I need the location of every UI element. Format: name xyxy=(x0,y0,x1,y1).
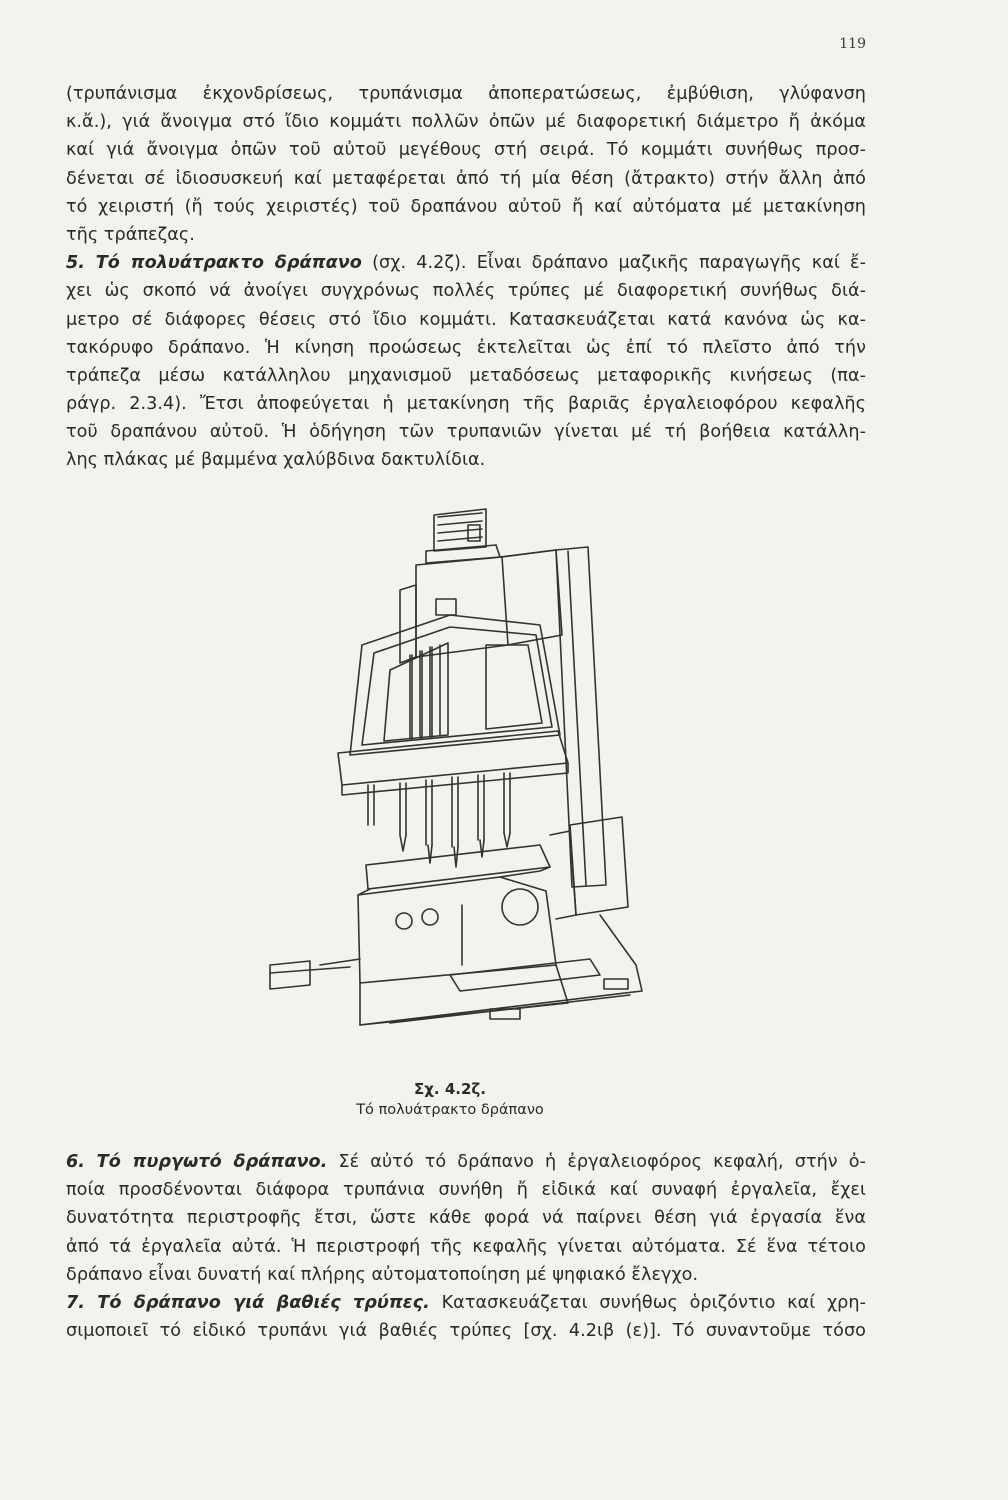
text-line: τό χειριστή (ἤ τούς χειριστές) τοῦ δραπάνου αὐτοῦ ἤ καί αὐτόματα μέ μετακίνηση xyxy=(66,196,866,217)
section-7-first-line-text: Κατασκευάζεται συνήθως ὁριζόντιο καί χρη- xyxy=(429,1292,866,1313)
multi-spindle-drill-figure xyxy=(250,495,680,1055)
section-5-first-line xyxy=(66,249,866,277)
spindle-plate-drawing xyxy=(338,731,568,795)
body-text-top xyxy=(66,80,866,475)
side-cabinet-drawing xyxy=(550,817,628,919)
text-line: λης πλάκας μέ βαμμένα χαλύβδινα δακτυλίδια. xyxy=(66,450,486,471)
section-6-heading: 6. Τό πυργωτό δράπανο. xyxy=(66,1152,328,1172)
text-line: καί γιά ἄνοιγμα ὀπῶν τοῦ αὐτοῦ μεγέθους στή σειρά. Τό κομμάτι συνήθως προσ- xyxy=(66,140,866,161)
figure-label: Σχ. 4.2ζ. xyxy=(414,1080,486,1098)
text-line: δένεται σέ ἰδιοσυσκευή καί μεταφέρεται ἀπό τή μία θέση (ἄτρακτο) στήν ἄλλη ἀπό xyxy=(66,168,866,189)
text-line: μετρο σέ διάφορες θέσεις στό ἴδιο κομμάτι. Κατασκευάζεται κατά κανόνα ὡς κα- xyxy=(66,309,866,330)
text-line: (τρυπάνισμα ἐκχονδρίσεως, τρυπάνισμα ἀποπερατώσεως, ἐμβύθιση, γλύφανση xyxy=(66,84,866,104)
text-line: ἀπό τά ἐργαλεῖα αὐτά. Ἡ περιστροφή τῆς κεφαλῆς γίνεται αὐτόματα. Σέ ἕνα τέτοιο xyxy=(66,1236,866,1257)
section-7-heading: 7. Τό δράπανο γιά βαθιές τρύπες. xyxy=(66,1292,430,1313)
text-line: δράπανο εἶναι δυνατή καί πλήρης αὐτοματοποίηση μέ ψηφιακό ἔλεγχο. xyxy=(66,1264,699,1285)
text-line: τοῦ δραπάνου αὐτοῦ. Ἡ ὁδήγηση τῶν τρυπανιῶν γίνεται μέ τή βοήθεια κατάλλη- xyxy=(66,422,866,443)
text-line: τράπεζα μέσω κατάλληλου μηχανισμοῦ μεταδόσεως μεταφορικῆς κινήσεως (πα- xyxy=(66,365,866,386)
section-6-first-line-text: Σέ αὐτό τό δράπανο ἡ ἐργαλειοφόρος κεφαλή, στήν ὀ- xyxy=(327,1152,866,1172)
page-number: 119 xyxy=(839,36,866,52)
motor-drawing xyxy=(426,509,500,563)
text-line: σιμοποιεῖ τό εἰδικό τρυπάνι γιά βαθιές τρύπες [σχ. 4.2ιβ (ε)]. Τό συναντοῦμε τόσο xyxy=(66,1321,866,1342)
figure-caption: Τό πολυάτρακτο δράπανο xyxy=(356,1102,544,1118)
text-line: δυνατότητα περιστροφῆς ἔτσι, ὥστε κάθε φορά νά παίρνει θέση γιά ἐργασία ἕνα xyxy=(66,1208,866,1229)
section-5-heading: 5. Τό πολυάτρακτο δράπανο xyxy=(66,253,362,274)
text-line: ράγρ. 2.3.4). Ἔτσι ἀποφεύγεται ἡ μετακίνηση τῆς βαριᾶς ἐργαλειοφόρου κεφαλῆς xyxy=(66,394,866,415)
text-line: ποία προσδένονται διάφορα τρυπάνια συνήθη ἤ εἰδικά καί συναφή ἐργαλεῖα, ἔχει xyxy=(66,1180,866,1201)
section-5-first-line-text: (σχ. 4.2ζ). Εἶναι δράπανο μαζικῆς παραγωγῆς καί ἔ- xyxy=(361,253,866,274)
base-drawing xyxy=(270,915,642,1025)
body-text-bottom xyxy=(66,1148,866,1345)
text-line: κ.ἄ.), γιά ἄνοιγμα στό ἴδιο κομμάτι πολλῶν ὀπῶν μέ διαφορετική διάμετρο ἤ ἀκόμα xyxy=(66,112,866,133)
text-line: τῆς τράπεζας. xyxy=(66,224,195,245)
text-line: χει ὡς σκοπό νά ἀνοίγει συγχρόνως πολλές τρύπες μέ διαφορετική συνήθως διά- xyxy=(66,281,866,302)
section-6-first-line xyxy=(66,1148,866,1176)
drill-spindles-drawing xyxy=(368,773,510,867)
text-line: τακόρυφο δράπανο. Ἡ κίνηση προώσεως ἐκτελεῖται ὡς ἐπί τό πλεῖστο ἀπό τήν xyxy=(66,337,866,358)
column-drawing xyxy=(500,547,606,887)
worktable-drawing xyxy=(358,845,556,983)
section-7-first-line xyxy=(66,1289,866,1317)
